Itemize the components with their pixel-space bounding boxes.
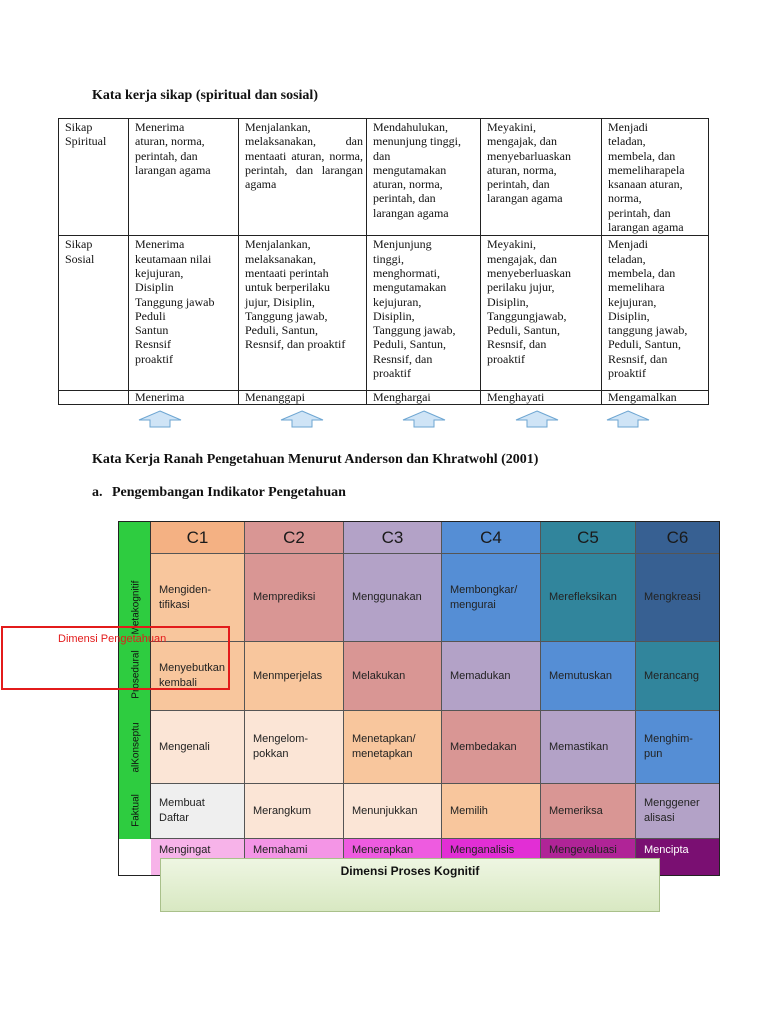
grid-cell: Membedakan <box>442 711 541 784</box>
table-cell: Meyakini, mengajak, dan menyeberluaskan perilaku jujur, Disiplin, Tanggungjawab, Peduli, Santun, Resnsif, dan proaktif <box>481 236 602 391</box>
level-label: Menerima <box>129 391 239 405</box>
grid-cell: Mengelom- pokkan <box>245 711 344 784</box>
knowledge-dimension-label: Dimensi Pengetahuan <box>58 633 167 645</box>
process-cell: Menganalisis <box>442 839 541 875</box>
process-cell: Menerapkan <box>344 839 442 875</box>
table-cell: Meyakini, mengajak, dan menyebarluaskan aturan, norma, perintah, dan larangan agama <box>481 119 602 236</box>
column-header-c5: C5 <box>541 522 636 554</box>
grid-cell: Menetapkan/ menetapkan <box>344 711 442 784</box>
column-header-c6: C6 <box>636 522 719 554</box>
subsection-label: a. <box>92 485 103 500</box>
grid-cell: Melakukan <box>344 642 442 711</box>
subsection-title <box>92 485 346 501</box>
section-title-knowledge: Kata Kerja Ranah Pengetahuan Menurut Anderson dan Khratwohl (2001) <box>92 452 539 467</box>
grid-cell: Memastikan <box>541 711 636 784</box>
grid-cell: Mengkreasi <box>636 554 719 642</box>
subsection-text: Pengembangan Indikator Pengetahuan <box>112 485 346 500</box>
grid-cell: Menggener alisasi <box>636 784 719 839</box>
up-arrow-icon <box>402 410 446 428</box>
column-header-c1: C1 <box>151 522 245 554</box>
table-cell: Mendahulukan, menunjung tinggi, dan mengutamakan aturan, norma, perintah, dan larangan agama <box>367 119 481 236</box>
row-label-metakognitif: Metakognitif <box>130 580 142 635</box>
table-row-social <box>59 236 709 391</box>
row-label-social: Sikap Sosial <box>59 236 129 391</box>
level-label: Menanggapi <box>239 391 367 405</box>
table-row-spiritual <box>59 119 709 236</box>
row-label-prosedural: Prosedural <box>130 650 142 699</box>
attitude-verb-table <box>58 118 709 405</box>
grid-cell: Merefleksikan <box>541 554 636 642</box>
row-label-konseptual: alKonseptu <box>130 722 142 773</box>
grid-cell: Membongkar/ mengurai <box>442 554 541 642</box>
table-cell: Menjunjung tinggi, menghormati, mengutamakan kejujuran, Disiplin, Tanggung jawab, Peduli, Santun, Resnsif, dan proaktif <box>367 236 481 391</box>
grid-cell: Memeriksa <box>541 784 636 839</box>
cognitive-dimension-grid <box>118 521 720 876</box>
table-cell: Menerima keutamaan nilai kejujuran, Disiplin Tanggung jawab Peduli Santun Resnsif proaktif <box>129 236 239 391</box>
grid-cell: Memutuskan <box>541 642 636 711</box>
up-arrow-icon <box>280 410 324 428</box>
table-cell: Menjadi teladan, membela, dan memelihara kejujuran, Disiplin, tanggung jawab, Peduli, Santun, Resnsif, dan proaktif <box>602 236 709 391</box>
grid-cell: Menghim- pun <box>636 711 719 784</box>
row-label-faktual: Faktual <box>130 794 142 827</box>
section-title-attitude: Kata kerja sikap (spiritual dan sosial) <box>92 88 318 103</box>
column-header-c2: C2 <box>245 522 344 554</box>
process-cell: Mengingat <box>151 839 245 875</box>
process-dimension-label: Dimensi Proses Kognitif <box>340 864 480 878</box>
level-label: Menghargai <box>367 391 481 405</box>
grid-cell: Memadukan <box>442 642 541 711</box>
table-row-levels <box>59 391 709 405</box>
table-cell: Menjadi teladan, membela, dan memeliharapela ksanaan aturan, norma, perintah, dan larangan agama <box>602 119 709 236</box>
grid-cell: Mengenali <box>151 711 245 784</box>
table-cell: Menjalankan, melaksanakan, dan mentaati aturan, norma, perintah, dan larangan agama <box>239 119 367 236</box>
table-cell: Menerima aturan, norma, perintah, dan larangan agama <box>129 119 239 236</box>
level-label: Menghayati <box>481 391 602 405</box>
grid-cell: Menggunakan <box>344 554 442 642</box>
grid-cell: Merancang <box>636 642 719 711</box>
grid-cell: Mengiden- tifikasi <box>151 554 245 642</box>
up-arrow-icon <box>138 410 182 428</box>
up-arrow-icon <box>515 410 559 428</box>
table-cell: Menjalankan, melaksanakan, mentaati perintah untuk berperilaku jujur, Disiplin, Tanggung jawab, Peduli, Santun, Resnsif, dan proaktif <box>239 236 367 391</box>
grid-cell: Menyebutkan kembali <box>151 642 245 711</box>
grid-cell: Membuat Daftar <box>151 784 245 839</box>
table-cell-empty <box>59 391 129 405</box>
grid-cell: Memprediksi <box>245 554 344 642</box>
row-label-spiritual: Sikap Spiritual <box>59 119 129 236</box>
grid-cell: Menmperjelas <box>245 642 344 711</box>
grid-cell: Memilih <box>442 784 541 839</box>
column-header-c4: C4 <box>442 522 541 554</box>
grid-cell: Menunjukkan <box>344 784 442 839</box>
process-cell: Memahami <box>245 839 344 875</box>
level-label: Mengamalkan <box>602 391 709 405</box>
column-header-c3: C3 <box>344 522 442 554</box>
process-cell: Mencipta <box>636 839 719 875</box>
grid-cell: Merangkum <box>245 784 344 839</box>
up-arrow-icon <box>606 410 650 428</box>
process-cell: Mengevaluasi <box>541 839 636 875</box>
